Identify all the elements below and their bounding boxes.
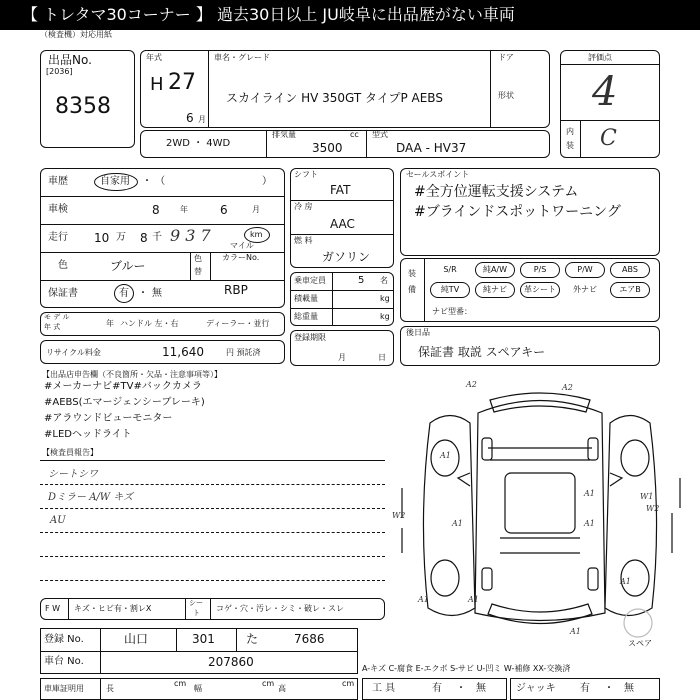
inspection-month-unit: 月 [252,205,260,214]
displacement-label: 排気量 [272,130,296,139]
lot-number: 8358 [55,94,111,119]
mileage-mile: マイル [230,241,254,250]
mark-a1-bottom-center: A1 [570,627,581,636]
model-detail-year-unit: 年 [106,319,114,328]
year-month-unit: 月 [198,115,206,124]
equipment-item: 純ナビ [475,282,515,298]
color-no-label: カラーNo. [222,253,260,262]
mileage-man: 10 [94,231,110,245]
displacement-value: 3500 [312,141,343,155]
type-value: DAA - HV37 [396,141,467,155]
registration-class: 301 [192,632,215,646]
equipment-item: 純TV [430,282,470,298]
model-label: 車名・グレード [214,53,270,62]
mileage-hand: 9 3 7 [170,226,211,245]
warranty-label: 保証書 [48,288,78,299]
mileage-label: 走行 [48,232,68,243]
history-value: 自家用 [100,176,130,187]
jack-no: 無 [624,683,634,694]
ac-value: AAC [330,217,355,231]
mark-a1-bottom-right: A1 [620,577,631,586]
color-change-2: 替 [194,267,202,276]
mileage-sen-unit: 千 [152,232,162,243]
color-value: ブルー [110,259,146,273]
mark-a2-top-left: A2 [466,380,477,389]
first-reg-label: 登録期限 [294,333,326,342]
tools-label: 工 具 [372,683,396,694]
history-label: 車歴 [48,176,68,187]
banner-text: 【 トレタマ30コーナー 】 過去30日以上 JU岐阜に出品歴がない車両 [22,5,515,24]
mark-a1-center: A1 [452,519,463,528]
model-name: スカイライン HV 350GT タイプP AEBS [226,91,443,105]
lot-sub: [2036] [46,67,73,76]
ac-label: 冷 房 [294,202,313,211]
tools-yes: 有 [432,683,442,694]
warranty-yes: 有 [119,288,129,299]
mark-a1-bottom-left: A1 [418,595,429,604]
exhibitor-line-4: #LEDヘッドライト [44,429,132,440]
chassis-label: 車台 No. [44,656,84,667]
damage-legend: A-キズ C-腐食 E-エクボ S-サビ U-凹ミ W-補修 XX-交換済 [362,664,571,673]
jack-sep: ・ [604,683,614,694]
inspector-line-1: シートシワ [48,469,98,480]
fuel-label: 燃 料 [294,236,313,245]
mark-w2-right: W2 [646,504,660,513]
drive-text: 2WD ・ 4WD [166,138,231,149]
color-number: RBP [224,283,248,297]
inspector-line-3: AU [50,515,66,526]
equipment-item: P/W [565,262,605,278]
interior-label-2: 装 [566,141,574,150]
equipment-item: エアB [610,282,650,298]
mark-a1-right-2: A1 [584,519,595,528]
inspection-year: 8 [152,203,160,217]
spare-label: スペア [628,639,652,648]
width-label: 幅 [194,684,202,693]
dealer-label: ディーラー・並行 [206,319,270,328]
fuel-value: ガソリン [322,250,371,264]
displacement-unit: cc [350,130,359,139]
shape-label: 形状 [498,91,514,100]
model-detail-label-2: 年 式 [44,323,61,331]
year-value: 27 [168,70,196,95]
registration-kana: た [246,632,259,646]
car-damage-diagram [390,378,690,648]
equipment-item: S/R [443,265,457,274]
seat-label-2: ト [193,609,200,617]
first-reg-unit: 月 [338,353,346,362]
lot-label: 出品No. [48,53,92,67]
equipment-item: 外ナビ [573,285,597,294]
first-reg-day: 日 [378,353,386,362]
after-value: 保証書 取説 スペアキー [418,345,546,359]
model-detail-label-1: モ デ ル [44,313,70,321]
warranty-sep: ・ [138,288,148,299]
history-close: ） [262,176,272,187]
sales-point-1: #全方位運転支援システム [414,184,579,200]
capacity-unit: 名 [380,276,388,285]
mark-w2-left: W2 [392,511,406,520]
color-change-1: 色 [194,254,202,263]
top-note: （検査機）対応用紙 [40,30,112,39]
load-label: 積載量 [294,294,318,303]
tools-sep: ・ [456,683,466,694]
year-month: 6 [186,111,194,125]
length-label: 長 [106,684,114,693]
door-label: ドア [498,53,514,62]
mark-a1-bottom-mid: A1 [468,595,479,604]
mark-a1-left-1: A1 [440,451,451,460]
warranty-no: 無 [152,288,162,299]
registration-number: 7686 [294,632,325,646]
mark-w1-right: W1 [640,492,654,501]
exhibitor-line-1: #メーカーナビ#TV#バックカメラ [44,381,202,392]
mileage-sen: 8 [140,231,148,245]
handle-label: ハンドル 左・右 [120,319,179,328]
sales-points-label: セールスポイント [406,170,470,179]
width-unit: cm [262,679,275,688]
tools-no: 無 [476,683,486,694]
jack-yes: 有 [580,683,590,694]
mark-a2-top-right: A2 [562,383,573,392]
equipment-label-2: 備 [408,285,416,294]
equipment-label-1: 装 [408,269,416,278]
inspection-month: 6 [220,203,228,217]
shift-label: シフト [294,170,318,179]
inspector-line-2: Dミラー A/W キズ [48,492,134,503]
inspector-label: 【検査員報告】 [42,448,98,457]
inspection-label: 車検 [48,204,68,215]
type-label: 型式 [372,130,388,139]
navi-label: ナビ型番： [432,307,472,316]
seat-label-1: シー [189,599,203,607]
shift-value: FAT [330,183,351,197]
gross-unit: kg [380,312,390,321]
chassis-value: 207860 [208,655,254,669]
grade-label: 評価点 [588,53,612,62]
registration-area: 山口 [124,632,149,646]
recycle-value: 11,640 [162,345,204,359]
load-unit: kg [380,294,390,303]
gross-label: 総重量 [294,312,318,321]
height-unit: cm [342,679,355,688]
capacity-value: 5 [358,275,365,286]
grade-score: 4 [592,69,618,115]
condition-items: キズ・ヒビ有・割レX [74,604,152,613]
height-label: 高 [278,684,286,693]
exhibitor-line-2: #AEBS(エマージェンシーブレーキ) [44,397,205,408]
after-label: 後日品 [406,328,430,337]
exhibitor-label: 【出品店申告欄（不良箇所・欠品・注意事項等）】 [42,370,222,379]
registration-label: 登録 No. [44,634,84,645]
equipment-item: 純A/W [475,262,515,278]
recycle-unit: 円 預託済 [226,348,261,357]
equipment-item: 革シート [520,282,560,298]
history-dot: ・ （ [142,176,166,187]
interior-grade: C [600,126,617,151]
year-label: 年式 [146,53,162,62]
equipment-item: ABS [610,262,650,278]
mark-a1-right-1: A1 [584,489,595,498]
mileage-km: km [250,230,263,239]
inspection-year-unit: 年 [180,205,188,214]
length-unit: cm [174,679,187,688]
equipment-item: P/S [520,262,560,278]
jack-label: ジャッキ [516,683,556,694]
sales-point-2: #ブラインドスポットワーニング [414,204,621,220]
seat-items: コゲ・穴・汚レ・シミ・破レ・スレ [216,604,344,613]
certificate-label: 車庫証明用 [44,684,84,693]
interior-label-1: 内 [566,127,574,136]
exhibitor-line-3: #アラウンドビューモニター [44,413,173,424]
fw-label: F W [45,604,61,613]
recycle-label: リサイクル料金 [46,348,101,357]
color-label: 色 [58,260,68,271]
year-era: H [150,74,164,95]
mileage-man-unit: 万 [116,232,126,243]
capacity-label: 乗車定員 [294,276,326,285]
